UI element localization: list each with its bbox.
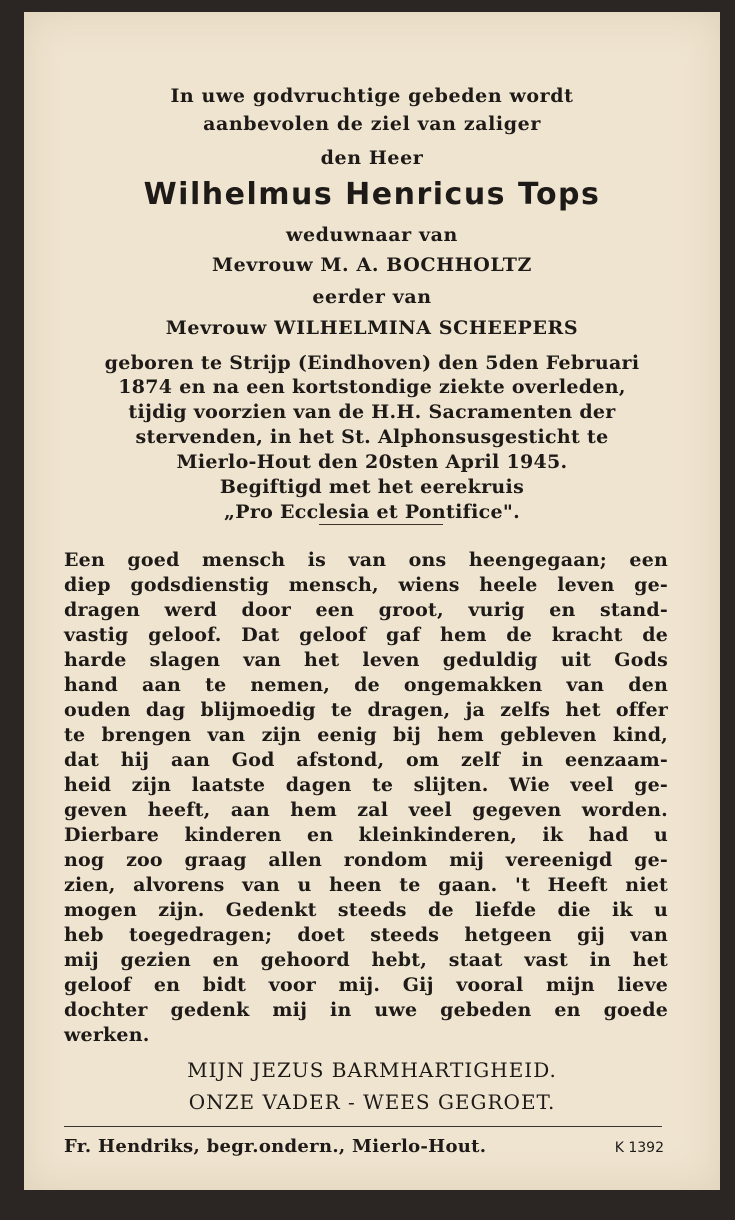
- printer-credit: Fr. Hendriks, begr.ondern., Mierlo-Hout.: [64, 1136, 487, 1157]
- details-line: Begiftigd met het eerekruis: [219, 476, 525, 498]
- details-line: „Pro Ecclesia et Pontifice".: [224, 501, 520, 523]
- body-line: te brengen van zijn eenig bij hem gebleven kind,: [64, 724, 668, 746]
- prayer-line-2: ONZE VADER - WEES GEGROET.: [188, 1090, 556, 1114]
- body-line: geven heeft, aan hem zal veel gegeven worden.: [64, 799, 668, 821]
- body-line: ouden dag blijmoedig te dragen, ja zelfs het offer: [64, 699, 668, 721]
- body-line: hand aan te nemen, de ongemakken van den: [64, 674, 668, 696]
- relation-widower: weduwnaar van: [286, 224, 458, 246]
- body-line: mogen zijn. Gedenkt steeds de liefde die ik u: [64, 899, 668, 921]
- body-line: Dierbare kinderen en kleinkinderen, ik had u: [64, 824, 668, 846]
- divider: [319, 524, 443, 525]
- body-line: diep godsdienstig mensch, wiens heele leven ge-: [64, 574, 668, 596]
- details-line: 1874 en na een kortstondige ziekte overleden,: [118, 376, 626, 398]
- spouse-first: Mevrouw M. A. BOCHHOLTZ: [211, 254, 533, 276]
- spouse-second: Mevrouw WILHELMINA SCHEEPERS: [165, 317, 579, 339]
- details-line: stervenden, in het St. Alphonsusgesticht te: [135, 426, 609, 448]
- body-line: vastig geloof. Dat geloof gaf hem de kracht de: [64, 624, 668, 646]
- body-line: heid zijn laatste dagen te slijten. Wie veel ge-: [64, 774, 668, 796]
- deceased-name: Wilhelmus Henricus Tops: [143, 177, 601, 212]
- body-line: geloof en bidt voor mij. Gij vooral mijn lieve: [64, 974, 668, 996]
- body-line: zien, alvorens van u heen te gaan. 't Heeft niet: [64, 874, 668, 896]
- intro-line-1: In uwe godvruchtige gebeden wordt: [170, 85, 574, 107]
- body-line: mij gezien en gehoord hebt, staat vast in het: [64, 949, 668, 971]
- body-line: harde slagen van het leven geduldig uit Gods: [64, 649, 668, 671]
- print-code: K 1392: [614, 1140, 664, 1156]
- body-line: dragen werd door een groot, vurig en stand-: [64, 599, 668, 621]
- body-line: heb toegedragen; doet steeds hetgeen gij van: [64, 924, 668, 946]
- details-line: tijdig voorzien van de H.H. Sacramenten der: [128, 401, 616, 423]
- body-line: Een goed mensch is van ons heengegaan; een: [64, 549, 668, 571]
- prayer-line-1: MIJN JEZUS BARMHARTIGHEID.: [187, 1058, 557, 1082]
- footer-divider: [64, 1126, 662, 1127]
- memorial-card: [24, 12, 720, 1190]
- title-line: den Heer: [320, 147, 424, 169]
- card-edge: [720, 0, 735, 1220]
- body-line: dochter gedenk mij in uwe gebeden en goede: [64, 999, 668, 1021]
- intro-line-2: aanbevolen de ziel van zaliger: [203, 113, 541, 135]
- details-line: Mierlo-Hout den 20sten April 1945.: [176, 451, 568, 473]
- relation-earlier: eerder van: [312, 286, 432, 308]
- body-line: nog zoo graag allen rondom mij vereenigd ge-: [64, 849, 668, 871]
- body-line: werken.: [64, 1024, 150, 1046]
- footer: [64, 1136, 664, 1162]
- details-line: geboren te Strijp (Eindhoven) den 5den Februari: [104, 352, 640, 374]
- body-line: dat hij aan God afstond, om zelf in eenzaam-: [64, 749, 668, 771]
